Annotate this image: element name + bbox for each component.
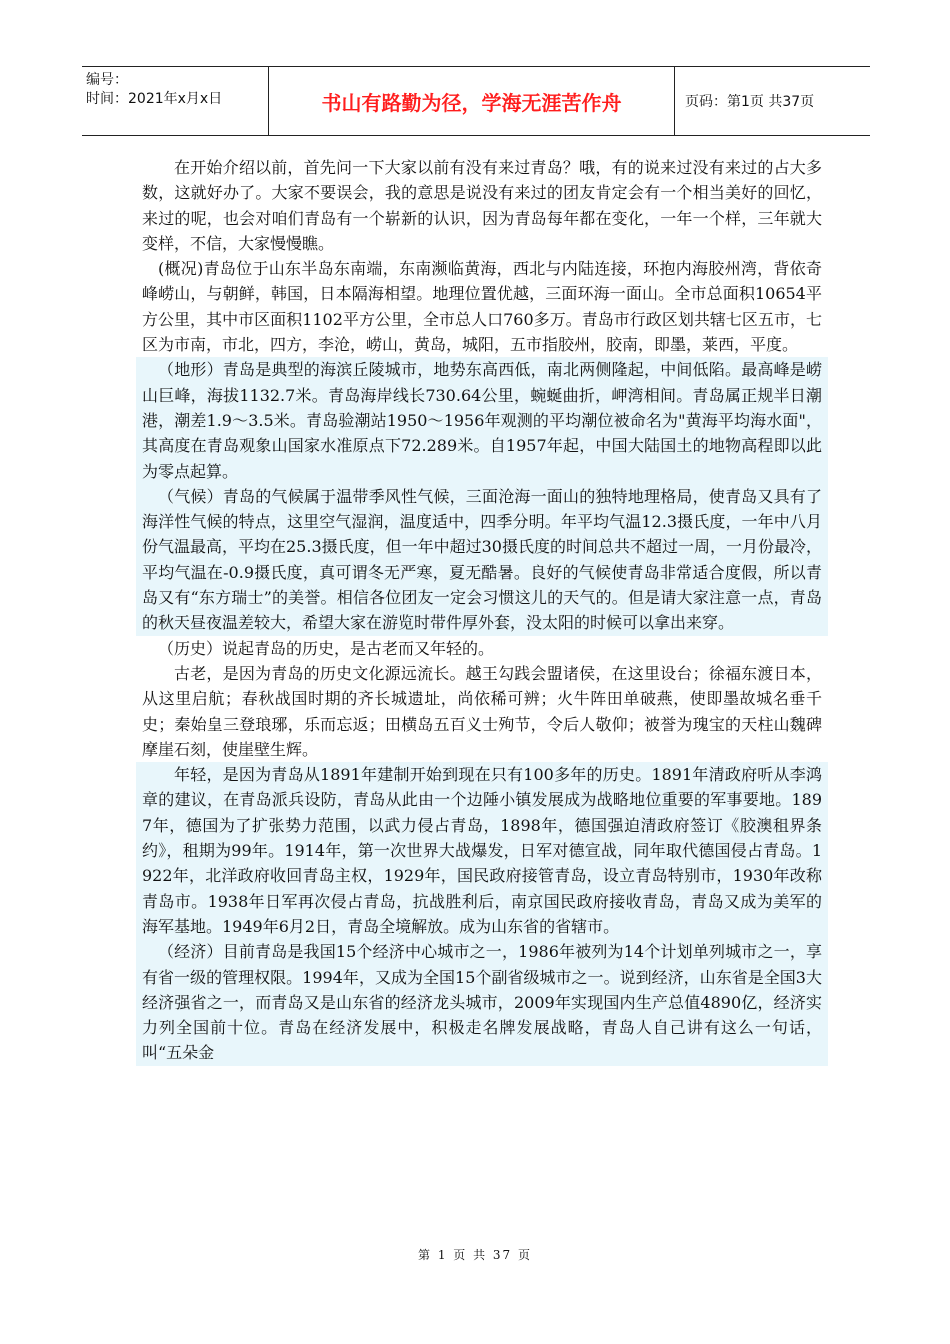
paragraph-history-intro: （历史）说起青岛的历史，是古老而又年轻的。 xyxy=(158,638,495,658)
document-date: 时间：2021年x月x日 xyxy=(86,91,223,107)
paragraph-overview: (概况)青岛位于山东半岛东南端，东南濒临黄海，西北与内陆连接，环抱内海胶州湾，背依奇峰崂山，与朝鲜，韩国，日本隔海相望。地理位置优越，三面环海一面山。全市总面积10654平方公里，其中市区面积1102平方公里，全市总人口760多万。青岛市行政区划共辖七区五市，七区为市南，市北，四方，李沧，崂山，黄岛，城阳，五市指胶州，胶南，即墨，莱西，平度。 xyxy=(142,259,822,355)
paragraph-intro: 在开始介绍以前，首先问一下大家以前有没有来过青岛？哦，有的说来过没有来过的占大多数，这就好办了。大家不要误会，我的意思是说没有来过的团友肯定会有一个相当美好的回忆，来过的呢，也会对咱们青岛有一个崭新的认识，因为青岛每年都在变化，一年一个样，三年就大变样，不信，大家慢慢瞧。 xyxy=(142,158,822,253)
header-page-number: 页码：第1页 共37页 xyxy=(685,94,815,110)
header-motto: 书山有路勤为径，学海无涯苦作舟 xyxy=(269,67,675,135)
paragraph-history-modern: 年轻，是因为青岛从1891年建制开始到现在只有100多年的历史。1891年清政府听从李鸿章的建议，在青岛派兵设防，青岛从此由一个边陲小镇发展成为战略地位重要的军事要地。1897年，德国为了扩张势力范围，以武力侵占青岛，1898年，德国强迫清政府签订《胶澳租界条约》，租期为99年。1914年，第一次世界大战爆发，日军对德宣战，同年取代德国侵占青岛。1922年，北洋政府收回青岛主权，1929年，国民政府接管青岛，设立青岛特别市，1930年改称青岛市。1938年日军再次侵占青岛，抗战胜利后，南京国民政府接收青岛，青岛又成为美军的海军基地。1949年6月2日，青岛全境解放。成为山东省的省辖市。 xyxy=(136,762,828,939)
page-footer: 第 1 页 共 37 页 xyxy=(418,1248,532,1262)
header-meta xyxy=(82,67,269,135)
paragraph-economy: （经济）目前青岛是我国15个经济中心城市之一，1986年被列为14个计划单列城市之一，享有省一级的管理权限。1994年，又成为全国15个副省级城市之一。说到经济，山东省是全国3大经济强省之一，而青岛又是山东省的经济龙头城市，2009年实现国内生产总值4890亿，经济实力列全国前十位。青岛在经济发展中，积极走名牌发展战略，青岛人自己讲有这么一句话，叫“五朵金 xyxy=(136,939,828,1065)
document-code-label: 编号： xyxy=(86,72,128,88)
paragraph-climate: （气候）青岛的气候属于温带季风性气候，三面沧海一面山的独特地理格局，使青岛又具有了海洋性气候的特点，这里空气湿润，温度适中，四季分明。年平均气温12.3摄氏度，一年中八月份气温最高，平均在25.3摄氏度，但一年中超过30摄氏度的时间总共不超过一周，一月份最冷，平均气温在-0.9摄氏度，真可谓冬无严寒，夏无酷暑。良好的气候使青岛非常适合度假，所以青岛又有“东方瑞士”的美誉。相信各位团友一定会习惯这儿的天气的。但是请大家注意一点，青岛的秋天昼夜温差较大，希望大家在游览时带件厚外套，没太阳的时候可以拿出来穿。 xyxy=(136,484,828,636)
document-header xyxy=(82,66,870,136)
document-body xyxy=(142,155,822,1066)
paragraph-terrain: （地形）青岛是典型的海滨丘陵城市，地势东高西低，南北两侧隆起，中间低陷。最高峰是崂山巨峰，海拔1132.7米。青岛海岸线长730.64公里，蜿蜒曲折，岬湾相间。青岛属正规半日潮港，潮差1.9～3.5米。青岛验潮站1950～1956年观测的平均潮位被命名为"黄海平均海水面"，其高度在青岛观象山国家水准原点下72.289米。自1957年起，中国大陆国土的地物高程即以此为零点起算。 xyxy=(136,357,828,483)
paragraph-history-ancient: 古老，是因为青岛的历史文化源远流长。越王勾践会盟诸侯，在这里设台；徐福东渡日本，从这里启航；春秋战国时期的齐长城遗址，尚依稀可辨；火牛阵田单破燕，使即墨故城名垂千史；秦始皇三登琅琊，乐而忘返；田横岛五百义士殉节，令后人敬仰；被誉为瑰宝的天柱山魏碑摩崖石刻，使崖壁生辉。 xyxy=(142,663,822,759)
